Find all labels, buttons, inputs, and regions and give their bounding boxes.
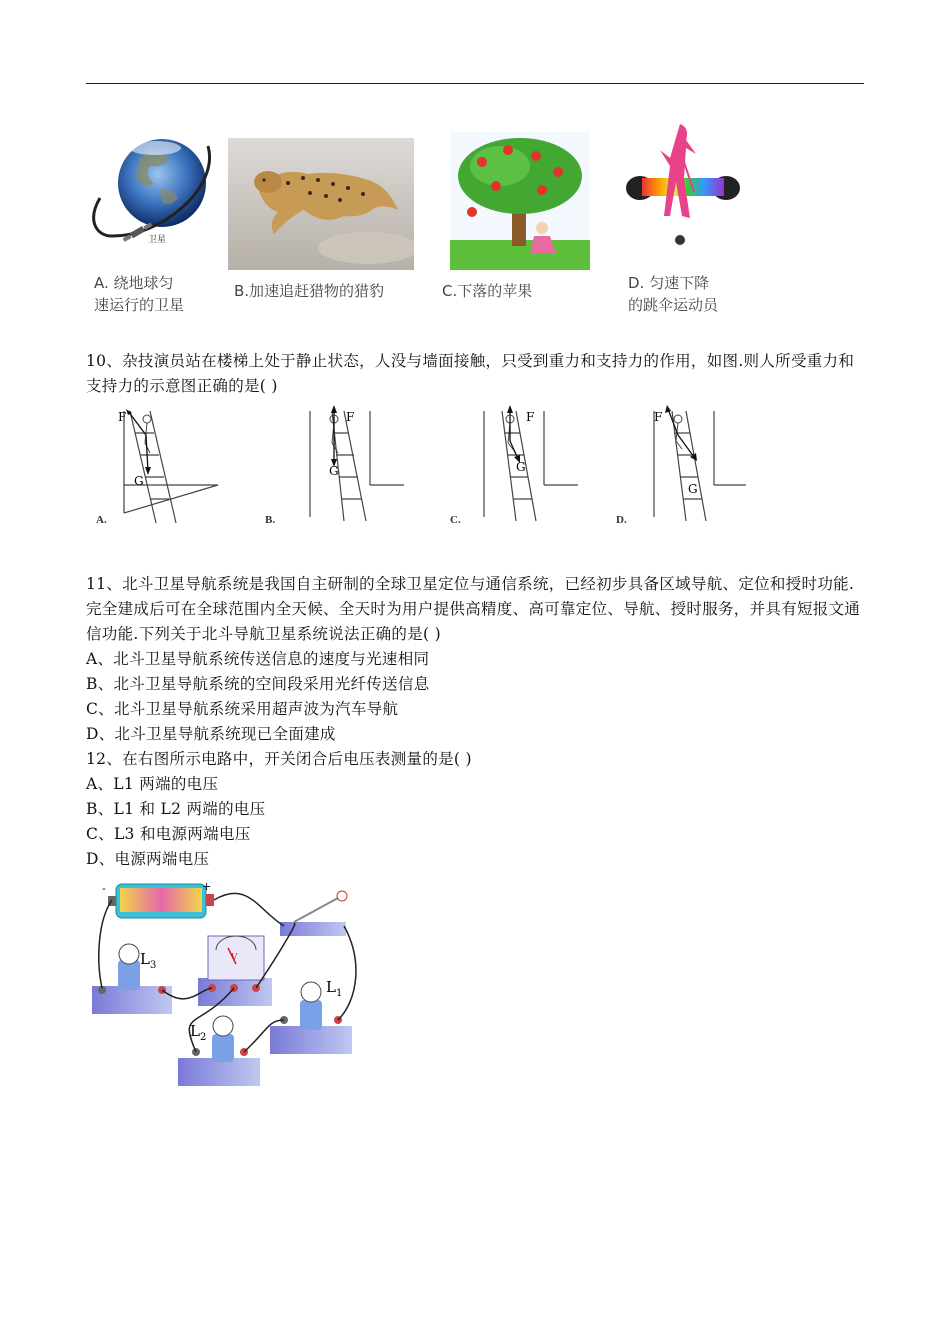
- q11-option-c: C、北斗卫星导航系统采用超声波为汽车导航: [86, 700, 399, 718]
- q11-option-b: B、北斗卫星导航系统的空间段采用光纤传送信息: [86, 675, 430, 693]
- l1-label-sub: 1: [335, 988, 343, 999]
- q10b-g-label: G: [329, 464, 339, 478]
- caption-d: [628, 272, 718, 316]
- caption-b: B.加速追赶猎物的猎豹: [234, 282, 385, 300]
- voltmeter-symbol: V: [231, 953, 238, 963]
- q12-option-d: D、电源两端电压: [86, 850, 210, 868]
- caption-d-line1: D. 匀速下降: [628, 274, 710, 292]
- q10-option-a-figure: [90, 405, 230, 530]
- q11-option-d: D、北斗卫星导航系统现已全面建成: [86, 725, 336, 743]
- caption-a-line2: 速运行的卫星: [94, 296, 185, 314]
- q10-option-d-figure: [640, 405, 780, 530]
- q12-option-b: B、L1 和 L2 两端的电压: [86, 800, 266, 818]
- caption-d-line2: 的跳伞运动员: [628, 296, 719, 314]
- header-rule: [86, 83, 864, 84]
- q12-option-c: C、L3 和电源两端电压: [86, 825, 251, 843]
- q10a-f-label: F: [118, 410, 127, 424]
- l2-label-sub: 2: [199, 1032, 207, 1043]
- q10c-f-label: F: [526, 410, 535, 424]
- l2-label-main: L: [190, 1022, 200, 1040]
- q10c-g-label: G: [516, 460, 526, 474]
- q10-option-c-label: C.: [450, 514, 461, 526]
- battery-plus-label: +: [202, 880, 212, 893]
- question-11-stem: 11、北斗卫星导航系统是我国自主研制的全球卫星定位与通信系统，已经初步具备区域导航、定位和授时功能.完全建成后可在全球范围内全天候、全天时为用户提供高精度、高可靠定位、导航、授时服务，并具有短报文通信功能.下列关于北斗导航卫星系统说法正确的是( ): [86, 575, 861, 643]
- q10d-g-label: G: [688, 482, 698, 496]
- q12-circuit-figure: [88, 880, 363, 1090]
- q10-option-a-label: A.: [96, 514, 107, 526]
- q10-option-b-label: B.: [265, 514, 276, 526]
- l2-label: [190, 1022, 206, 1043]
- caption-a: [94, 272, 184, 316]
- q10b-f-label: F: [346, 410, 355, 424]
- question-12-stem: 12、在右图所示电路中，开关闭合后电压表测量的是( ): [86, 750, 472, 768]
- l1-label: [326, 978, 342, 999]
- battery-minus-label: -: [102, 882, 106, 895]
- q10-option-c-figure: [470, 405, 610, 530]
- q10-option-d-label: D.: [616, 514, 627, 526]
- q10-option-b-figure: [296, 405, 436, 530]
- caption-c: C.下落的苹果: [442, 282, 533, 300]
- question-10-stem: 10、杂技演员站在楼梯上处于静止状态，人没与墙面接触，只受到重力和支持力的作用，如图.则人所受重力和支持力的示意图正确的是( ): [86, 352, 855, 395]
- q12-option-a: A、L1 两端的电压: [86, 775, 219, 793]
- figure-a-earth-satellite: [90, 128, 220, 258]
- caption-a-line1: A. 绕地球匀: [94, 274, 174, 292]
- figure-b-cheetah: [228, 138, 414, 270]
- q10d-f-label: F: [654, 410, 663, 424]
- l3-label: [140, 950, 156, 971]
- l3-label-sub: 3: [149, 960, 157, 971]
- satellite-tag: 卫星: [148, 235, 167, 245]
- q11-option-a: A、北斗卫星导航系统传送信息的速度与光速相同: [86, 650, 430, 668]
- figure-c-apple-tree: [450, 132, 590, 270]
- l1-label-main: L: [326, 978, 336, 996]
- figure-d-parachutist: [622, 122, 744, 262]
- l3-label-main: L: [140, 950, 150, 968]
- q10a-g-label: G: [134, 474, 144, 488]
